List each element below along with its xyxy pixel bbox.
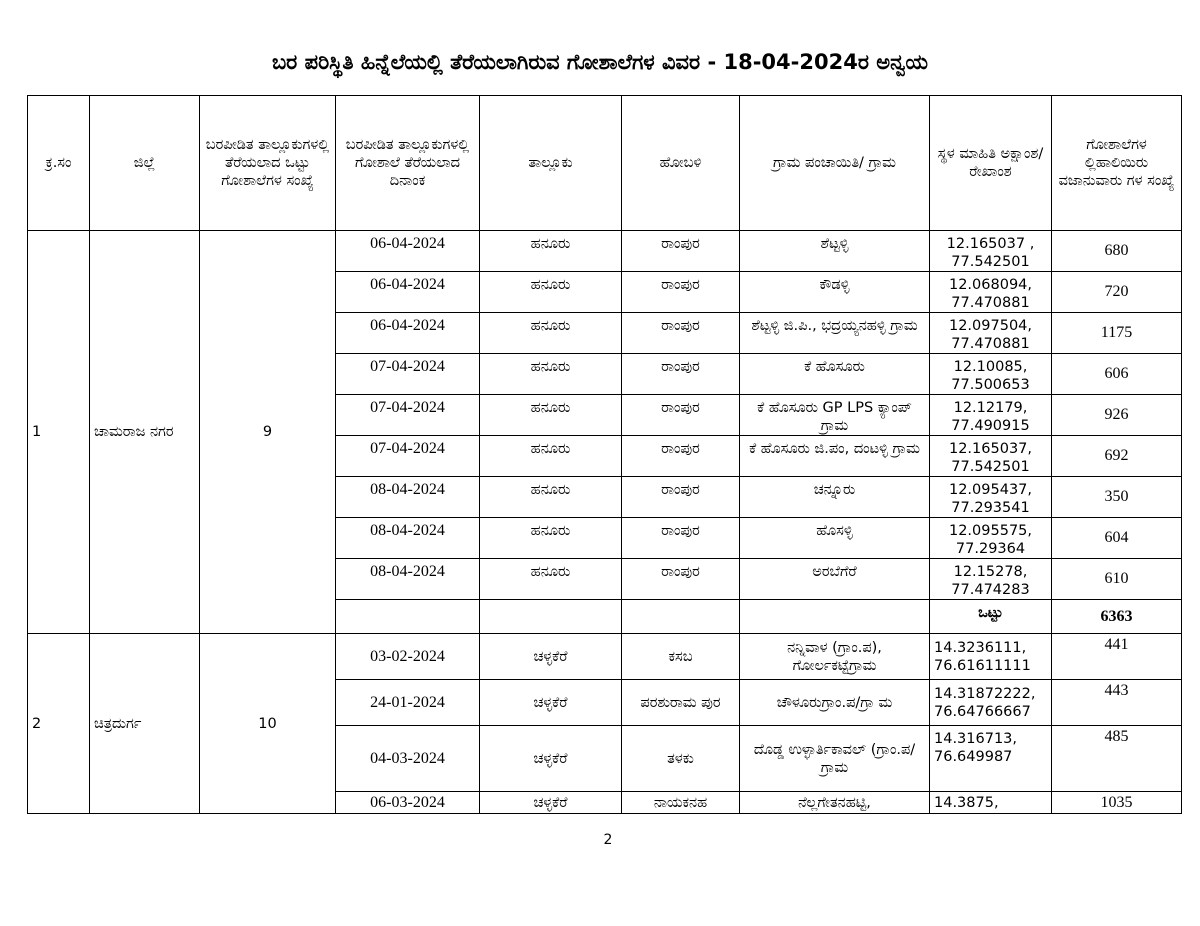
location-cell: 12.095437, 77.293541 [930,477,1052,518]
total-label: ಒಟ್ಟು [930,600,1052,634]
header-cattle-count: ಗೋಶಾಲೆಗಳ ಲ್ಲಿಹಾಲಿಯಿರು ವಜಾನುವಾರು ಗಳ ಸಂಖ್ಯೆ [1052,96,1182,231]
village-cell: ಅರಬೆಗೆರೆ [740,559,930,600]
date-cell: 04-03-2024 [336,726,480,792]
taluk-cell: ಹನೂರು [480,313,622,354]
header-hobli: ಹೋಬಳಿ [622,96,740,231]
location-cell: 14.3875, [930,792,1052,814]
hobli-cell: ರಾಂಪುರ [622,231,740,272]
goshala-table [27,95,1182,814]
hobli-cell: ರಾಂಪುರ [622,559,740,600]
village-cell: ಕೌಡಳ್ಳಿ [740,272,930,313]
village-cell: ಶೆಟ್ಟಳ್ಳಿ [740,231,930,272]
header-district: ಜಿಲ್ಲೆ [90,96,200,231]
hobli-cell: ತಳಕು [622,726,740,792]
village-cell: ಚನ್ನೂರು [740,477,930,518]
taluk-cell: ಹನೂರು [480,231,622,272]
total-goshalas-cell: 9 [200,231,336,634]
date-cell: 03-02-2024 [336,634,480,680]
location-cell: 12.165037, 77.542501 [930,436,1052,477]
header-taluk: ತಾಲ್ಲೂಕು [480,96,622,231]
village-cell: ಶೆಟ್ಟಳ್ಳಿ ಜಿ.ಪಿ., ಭದ್ರಯ್ಯನಹಳ್ಳಿ ಗ್ರಾಮ [740,313,930,354]
hobli-cell: ನಾಯಕನಹ [622,792,740,814]
village-cell: ನನ್ನಿವಾಳ (ಗ್ರಾಂ.ಪ), ಗೋರ್ಲಕಟ್ಟೆಗ್ರಾಮ [740,634,930,680]
sl-cell: 1 [28,231,90,634]
count-cell: 485 [1052,726,1182,792]
header-total-goshalas: ಬರಪೀಡಿತ ತಾಲ್ಲೂಕುಗಳಲ್ಲಿ ತೆರೆಯಲಾದ ಒಟ್ಟು ಗೋಶಾಲೆಗಳ ಸಂಖ್ಯೆ [200,96,336,231]
count-cell: 926 [1052,395,1182,436]
date-cell: 08-04-2024 [336,559,480,600]
count-cell: 1175 [1052,313,1182,354]
count-cell: 720 [1052,272,1182,313]
total-value: 6363 [1052,600,1182,634]
date-cell: 06-04-2024 [336,272,480,313]
date-cell: 07-04-2024 [336,436,480,477]
location-cell: 12.165037 , 77.542501 [930,231,1052,272]
taluk-cell: ಹನೂರು [480,559,622,600]
hobli-cell: ರಾಂಪುರ [622,354,740,395]
taluk-cell: ಚಳ್ಳಕೆರೆ [480,792,622,814]
taluk-cell: ಹನೂರು [480,272,622,313]
count-cell: 606 [1052,354,1182,395]
village-cell: ಕೆ ಹೊಸೂರು ಜಿ.ಪಂ, ದಂಟಳ್ಳಿ ಗ್ರಾಮ [740,436,930,477]
count-cell: 604 [1052,518,1182,559]
taluk-cell: ಚಳ್ಳಕೆರೆ [480,726,622,792]
hobli-cell: ರಾಂಪುರ [622,518,740,559]
count-cell: 692 [1052,436,1182,477]
total-goshalas-cell: 10 [200,634,336,814]
date-cell: 07-04-2024 [336,395,480,436]
sl-cell: 2 [28,634,90,814]
header-panchayat: ಗ್ರಾಮ ಪಂಚಾಯಿತಿ/ ಗ್ರಾಮ [740,96,930,231]
village-cell: ದೊಡ್ಡ ಉಳ್ಳಾರ್ತಿಕಾವಲ್ (ಗ್ರಾಂ.ಪ/ಗ್ರಾಮ [740,726,930,792]
header-sl: ಕ್ರ.ಸಂ [28,96,90,231]
date-cell: 08-04-2024 [336,477,480,518]
hobli-cell: ಪರಶುರಾಮ ಪುರ [622,680,740,726]
date-cell: 08-04-2024 [336,518,480,559]
table-row [28,231,1182,272]
location-cell: 12.10085, 77.500653 [930,354,1052,395]
count-cell: 350 [1052,477,1182,518]
hobli-cell: ರಾಂಪುರ [622,272,740,313]
location-cell: 12.12179, 77.490915 [930,395,1052,436]
date-cell: 07-04-2024 [336,354,480,395]
table-row [28,634,1182,680]
location-cell: 14.31872222, 76.64766667 [930,680,1052,726]
taluk-cell: ಚಳ್ಳಕೆರೆ [480,680,622,726]
location-cell: 14.3236111, 76.61611111 [930,634,1052,680]
count-cell: 610 [1052,559,1182,600]
village-cell: ಚೌಳೂರುಗ್ರಾಂ.ಪ/ಗ್ರಾ ಮ [740,680,930,726]
count-cell: 443 [1052,680,1182,726]
location-cell: 12.068094, 77.470881 [930,272,1052,313]
count-cell: 441 [1052,634,1182,680]
date-cell: 06-04-2024 [336,313,480,354]
taluk-cell: ಹನೂರು [480,477,622,518]
location-cell: 14.316713, 76.649987 [930,726,1052,792]
district-cell: ಚಾಮರಾಜ ನಗರ [90,231,200,634]
header-opening-date: ಬರಪೀಡಿತ ತಾಲ್ಲೂಕುಗಳಲ್ಲಿ ಗೋಶಾಲೆ ತೆರೆಯಲಾದ ದಿನಾಂಕ [336,96,480,231]
date-cell: 24-01-2024 [336,680,480,726]
count-cell: 1035 [1052,792,1182,814]
header-location: ಸ್ಥಳ ಮಾಹಿತಿ ಅಕ್ಷಾಂಶ/ ರೇಖಾಂಶ [930,96,1052,231]
village-cell: ಕೆ ಹೊಸೂರು GP LPS ಕ್ಯಾಂಪ್ ಗ್ರಾಮ [740,395,930,436]
location-cell: 12.095575, 77.29364 [930,518,1052,559]
taluk-cell: ಹನೂರು [480,395,622,436]
header-row [28,96,1182,231]
district-cell: ಚಿತ್ರದುರ್ಗ [90,634,200,814]
hobli-cell: ಕಸಬ [622,634,740,680]
taluk-cell: ಹನೂರು [480,518,622,559]
village-cell: ಕೆ ಹೊಸೂರು [740,354,930,395]
taluk-cell: ಹನೂರು [480,436,622,477]
hobli-cell: ರಾಂಪುರ [622,313,740,354]
taluk-cell: ಹನೂರು [480,354,622,395]
date-cell: 06-04-2024 [336,231,480,272]
taluk-cell: ಚಳ್ಳಕೆರೆ [480,634,622,680]
location-cell: 12.097504, 77.470881 [930,313,1052,354]
location-cell: 12.15278, 77.474283 [930,559,1052,600]
hobli-cell: ರಾಂಪುರ [622,395,740,436]
village-cell: ಹೊಸಳ್ಳಿ [740,518,930,559]
hobli-cell: ರಾಂಪುರ [622,436,740,477]
date-cell: 06-03-2024 [336,792,480,814]
page-title: ಬರ ಪರಿಸ್ಥಿತಿ ಹಿನ್ನೆಲೆಯಲ್ಲಿ ತೆರೆಯಲಾಗಿರುವ ಗೋಶಾಲೆಗಳ ವಿವರ - 18-04-2024ರ ಅನ್ವಯ [271,50,929,74]
village-cell: ನೆಲ್ಲಗೇತನಹಟ್ಟಿ, [740,792,930,814]
hobli-cell: ರಾಂಪುರ [622,477,740,518]
count-cell: 680 [1052,231,1182,272]
page-number: 2 [603,832,613,848]
